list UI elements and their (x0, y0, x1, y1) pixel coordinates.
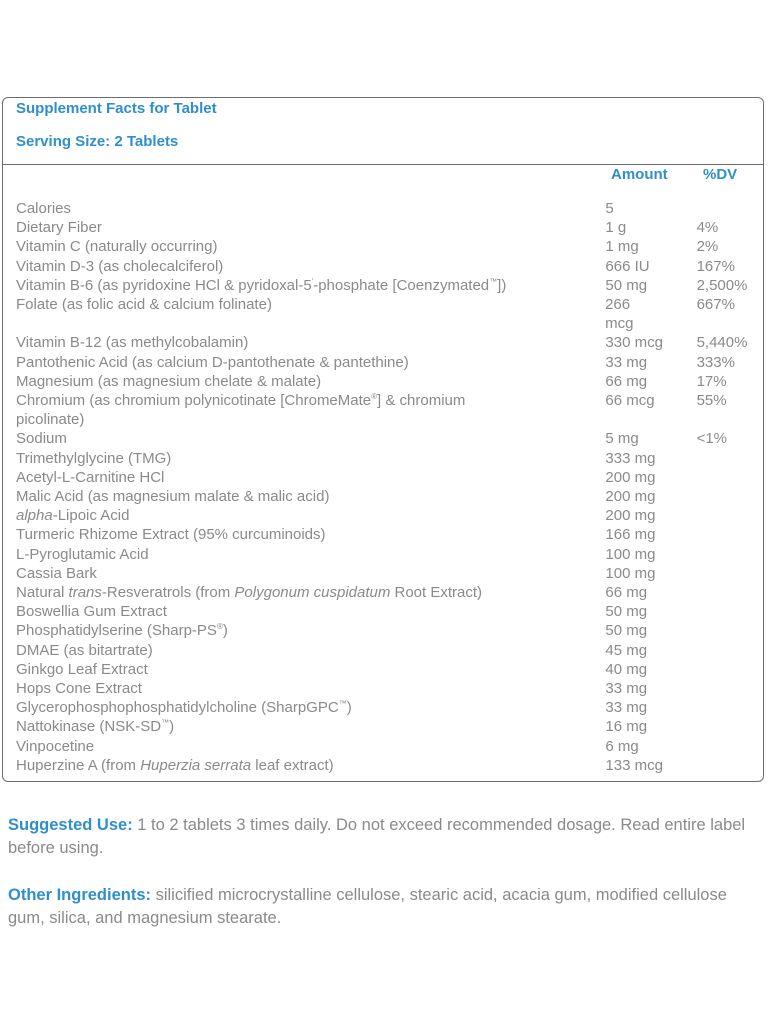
name-segment: Vitamin D-3 (as cholecalciferol) (16, 257, 224, 275)
nutrient-amount: 40 mg (605, 660, 648, 678)
name-segment: ) (169, 718, 175, 736)
nutrient-amount: 66 mg (605, 372, 648, 390)
nutrient-amount: 333 mg (605, 449, 656, 467)
nutrient-dv: 17% (696, 372, 727, 390)
nutrient-name (16, 295, 605, 333)
nutrient-amount: 666 IU (605, 257, 650, 275)
name-segment: Pantothenic Acid (as calcium D-pantothenate & pantethine) (16, 353, 409, 371)
table-row (16, 237, 756, 256)
table-row (16, 583, 756, 602)
nutrient-name (16, 660, 605, 679)
nutrient-amount: 16 mg (605, 718, 648, 736)
nutrient-dv (697, 506, 756, 525)
nutrient-dv (697, 660, 756, 679)
table-row (16, 525, 756, 544)
name-segment: leaf extract) (251, 756, 334, 774)
table-row (16, 564, 756, 583)
panel-title: Supplement Facts for Tablet (16, 100, 217, 117)
name-segment: Vitamin B-6 (as pyridoxine HCl & pyridoxal-5 (16, 276, 312, 294)
nutrient-name (16, 429, 605, 448)
nutrient-dv: 2% (696, 238, 719, 256)
name-segment: Root Extract) (390, 584, 483, 602)
name-segment: L-Pyroglutamic Acid (16, 545, 149, 563)
name-segment: ] & chromium picolinate) (16, 392, 466, 429)
italic-term: Huperzia serrata (140, 756, 252, 774)
nutrient-amount: 50 mg (605, 276, 648, 294)
nutrient-amount: 5 mg (605, 430, 639, 448)
suggested-use (8, 814, 760, 860)
table-row (16, 391, 756, 429)
table-row (16, 717, 756, 736)
table-row (16, 698, 756, 717)
nutrient-amount: 5 (605, 200, 614, 217)
name-segment: -phosphate [Coenzymated (313, 276, 490, 294)
nutrient-amount: 50 mg (605, 622, 648, 640)
nutrient-amount: 66 mg (605, 584, 648, 602)
nutrient-dv: 167% (696, 257, 735, 275)
table-row (16, 372, 756, 391)
nutrient-name (16, 218, 605, 237)
nutrient-amount: 33 mg (605, 680, 648, 698)
nutrient-amount: 33 mg (605, 699, 648, 717)
nutrient-dv: 333% (696, 353, 735, 371)
table-row (16, 602, 756, 621)
nutrient-dv: 2,500% (696, 276, 748, 294)
nutrient-name (16, 679, 605, 698)
nutrient-amount: 166 mg (605, 526, 656, 544)
table-row (16, 295, 756, 333)
superscript-mark: ® (371, 392, 378, 402)
nutrient-name (16, 737, 605, 756)
nutrient-amount: 133 mcg (605, 756, 663, 774)
nutrient-dv (697, 468, 756, 487)
name-segment: Vitamin B-12 (as methylcobalamin) (16, 334, 249, 352)
name-segment: ) (346, 699, 352, 717)
nutrient-dv (697, 602, 756, 621)
name-segment: Chromium (as chromium polynicotinate [ChromeMate (16, 392, 372, 410)
superscript-mark: ™ (161, 718, 170, 728)
suggested-use-label: Suggested Use: (8, 816, 133, 834)
nutrient-dv: 55% (696, 392, 727, 410)
nutrient-amount: 33 mg (605, 353, 648, 371)
name-segment: Malic Acid (as magnesium malate & malic acid) (16, 488, 330, 506)
nutrient-name (16, 602, 605, 621)
nutrient-dv (697, 717, 756, 736)
nutrient-name (16, 583, 605, 602)
nutrient-amount: 100 mg (605, 545, 656, 563)
nutrient-name (16, 564, 605, 583)
nutrient-name (16, 276, 605, 295)
table-row (16, 449, 756, 468)
table-row (16, 621, 756, 640)
name-segment: Natural (16, 584, 69, 602)
superscript-mark: ™ (489, 276, 498, 286)
nutrient-dv (697, 199, 756, 218)
nutrient-amount: 266 mcg (605, 296, 634, 333)
nutrient-dv (697, 449, 756, 468)
nutrient-amount: 330 mcg (605, 334, 663, 352)
nutrient-dv (697, 583, 756, 602)
name-segment: ) (222, 622, 228, 640)
nutrient-dv (697, 679, 756, 698)
other-ingredients-text: silicified microcrystalline cellulose, stearic acid, acacia gum, modified cellulose gum, silica, and magnesium stearate. (8, 886, 727, 927)
nutrient-name (16, 545, 605, 564)
name-segment: Sodium (16, 430, 67, 448)
name-segment: Ginkgo Leaf Extract (16, 660, 148, 678)
nutrient-name (16, 391, 511, 429)
nutrient-dv (697, 698, 756, 717)
name-segment: Glycerophosphophosphatidylcholine (SharpGPC (16, 699, 339, 717)
superscript-mark: ™ (338, 699, 347, 709)
nutrient-dv (697, 545, 756, 564)
name-segment: Vitamin C (naturally occurring) (16, 238, 218, 256)
nutrient-name (16, 717, 605, 736)
table-row (16, 218, 756, 237)
italic-term: Polygonum cuspidatum (234, 584, 391, 602)
nutrient-name (16, 353, 605, 372)
nutrient-amount: 100 mg (605, 564, 656, 582)
dv-column-header: %DV (703, 166, 738, 183)
nutrient-amount: 6 mg (605, 737, 639, 755)
name-segment: -Resveratrols (from (101, 584, 235, 602)
table-row (16, 353, 756, 372)
table-row (16, 276, 756, 295)
table-row (16, 756, 756, 775)
name-segment: -Lipoic Acid (52, 507, 130, 525)
name-segment: DMAE (as bitartrate) (16, 641, 153, 659)
serving-size: Serving Size: 2 Tablets (16, 133, 179, 150)
nutrient-amount: 1 mg (605, 238, 639, 256)
other-ingredients (8, 884, 760, 930)
nutrient-amount: 45 mg (605, 641, 648, 659)
nutrient-name (16, 506, 605, 525)
italic-term: trans (68, 584, 102, 602)
nutrient-name (16, 641, 605, 660)
nutrient-name (16, 468, 605, 487)
table-row (16, 679, 756, 698)
table-row (16, 429, 756, 448)
supplement-facts-panel (2, 97, 764, 782)
nutrient-dv: <1% (696, 430, 728, 448)
nutrient-dv: 667% (696, 296, 735, 314)
suggested-use-text: 1 to 2 tablets 3 times daily. Do not exceed recommended dosage. Read entire label before using. (8, 816, 746, 857)
name-segment: Folate (as folic acid & calcium folinate) (16, 296, 272, 314)
table-row (16, 257, 756, 276)
nutrient-dv (697, 756, 756, 775)
nutrient-amount: 200 mg (605, 488, 656, 506)
other-ingredients-label: Other Ingredients: (8, 886, 152, 904)
nutrient-name (16, 333, 605, 352)
italic-term: alpha (16, 507, 53, 525)
nutrient-dv (697, 641, 756, 660)
table-row (16, 737, 756, 756)
table-row (16, 506, 756, 525)
table-row (16, 199, 756, 218)
nutrient-dv (697, 737, 756, 756)
table-row (16, 468, 756, 487)
nutrient-name (16, 487, 605, 506)
nutrient-dv: 5,440% (696, 334, 748, 352)
nutrient-name (16, 621, 605, 640)
name-segment: Dietary Fiber (16, 219, 102, 237)
superscript-mark: ® (216, 622, 223, 632)
nutrient-dv (697, 564, 756, 583)
name-segment: ]) (497, 276, 507, 294)
name-segment: Vinpocetine (16, 737, 95, 755)
name-segment: Turmeric Rhizome Extract (95% curcuminoids) (16, 526, 326, 544)
name-segment: Boswellia Gum Extract (16, 603, 167, 621)
nutrient-dv: 4% (696, 219, 719, 237)
nutrient-name (16, 199, 605, 218)
table-row (16, 641, 756, 660)
nutrient-name (16, 449, 605, 468)
nutrient-amount: 50 mg (605, 603, 648, 621)
name-segment: Phosphatidylserine (Sharp-PS (16, 622, 217, 640)
table-row (16, 545, 756, 564)
header-divider (3, 164, 763, 165)
name-segment: Magnesium (as magnesium chelate & malate) (16, 372, 322, 390)
nutrient-name (16, 525, 605, 544)
superscript-mark: ' (311, 276, 314, 286)
name-segment: Calories (16, 200, 72, 217)
nutrient-name (16, 756, 605, 775)
nutrient-name (16, 372, 605, 391)
nutrient-dv (697, 487, 756, 506)
nutrient-table (16, 199, 756, 775)
table-row (16, 660, 756, 679)
name-segment: Nattokinase (NSK-SD (16, 718, 162, 736)
name-segment: Huperzine A (from (16, 756, 141, 774)
name-segment: Hops Cone Extract (16, 680, 142, 698)
nutrient-amount: 66 mcg (605, 392, 655, 410)
amount-column-header: Amount (611, 166, 668, 183)
nutrient-name (16, 257, 605, 276)
nutrient-amount: 1 g (605, 219, 627, 237)
name-segment: Cassia Bark (16, 564, 97, 582)
table-row (16, 487, 756, 506)
name-segment: Trimethylglycine (TMG) (16, 449, 172, 467)
name-segment: Acetyl-L-Carnitine HCl (16, 468, 165, 486)
nutrient-amount: 200 mg (605, 507, 656, 525)
table-row (16, 333, 756, 352)
nutrient-amount: 200 mg (605, 468, 656, 486)
nutrient-name (16, 237, 605, 256)
nutrient-dv (697, 621, 756, 640)
nutrient-name (16, 698, 605, 717)
nutrient-dv (697, 525, 756, 544)
